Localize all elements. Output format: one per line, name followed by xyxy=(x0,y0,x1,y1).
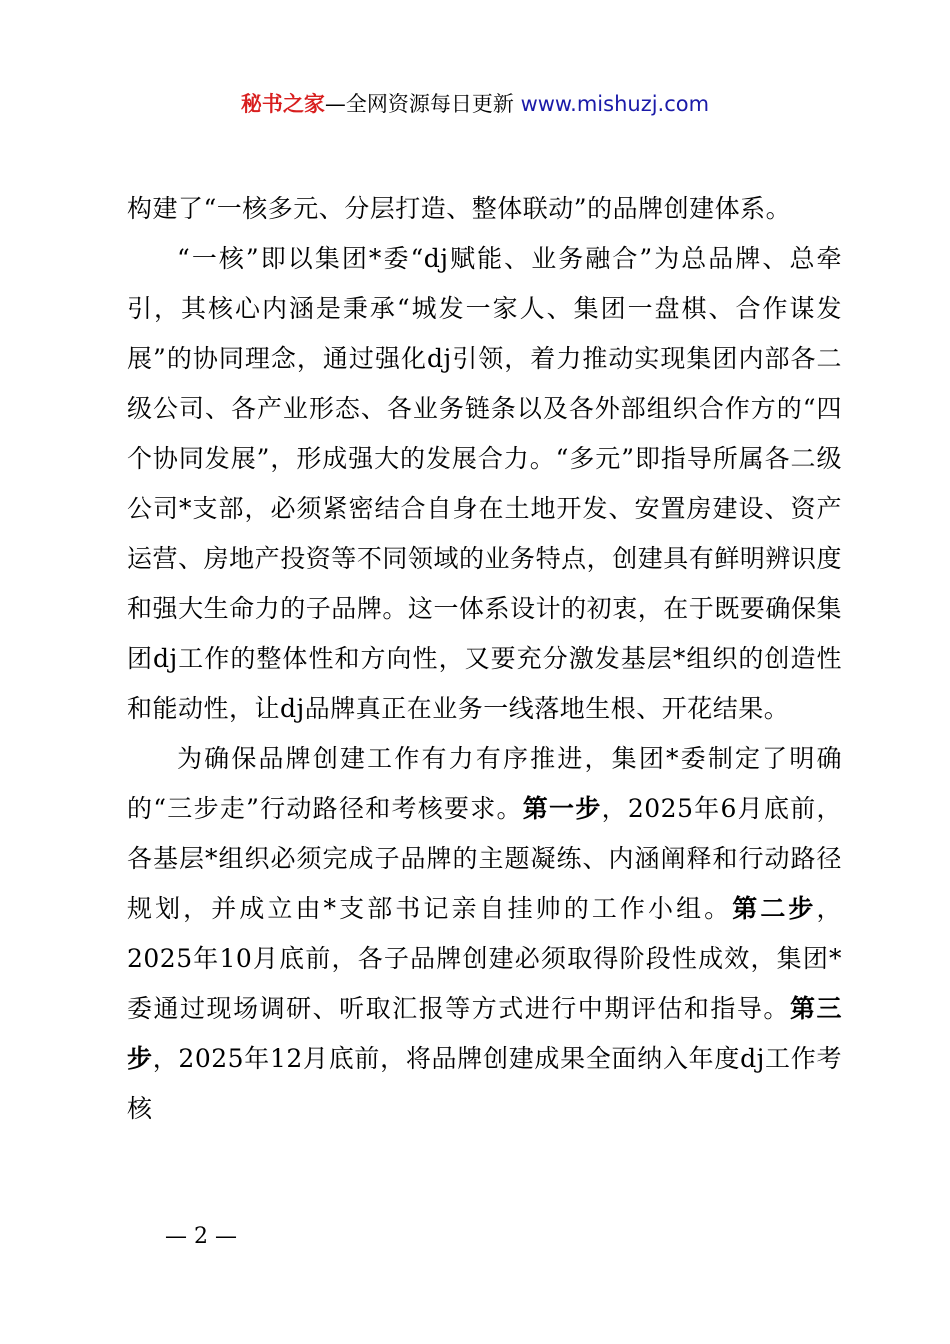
paragraph-3 xyxy=(127,734,842,1134)
site-header xyxy=(0,88,950,120)
header-tagline: —全网资源每日更新 xyxy=(324,92,514,116)
paragraph-1: 构建了“一核多元、分层打造、整体联动”的品牌创建体系。 xyxy=(127,194,792,223)
step-1-label: 第一步 xyxy=(522,794,602,823)
step-1-text: ，2025年6月底前，各基层*组织必须完成子品牌的主题凝练、内涵阐释和行动路径规划，并成立由*支部书记亲自挂帅的工作小组。 xyxy=(127,794,842,923)
step-2-label: 第二步 xyxy=(732,894,817,923)
paragraph-3-intro: 为确保品牌创建工作有力有序推进，集团*委制定了明确的“三步走”行动路径和考核要求。 xyxy=(127,744,842,823)
brand-name: 秘书之家 xyxy=(240,92,325,116)
paragraph-2: “一核”即以集团*委“dj赋能、业务融合”为总品牌、总牵引，其核心内涵是秉承“城发一家人、集团一盘棋、合作谋发展”的协同理念，通过强化dj引领，着力推动实现集团内部各二级公司、各产业形态、各业务链条以及各外部组织合作方的“四个协同发展”，形成强大的发展合力。“多元”即指导所属各二级公司*支部，必须紧密结合自身在土地开发、安置房建设、资产运营、房地产投资等不同领域的业务特点，创建具有鲜明辨识度和强大生命力的子品牌。这一体系设计的初衷，在于既要确保集团dj工作的整体性和方向性，又要充分激发基层*组织的创造性和能动性，让dj品牌真正在业务一线落地生根、开花结果。 xyxy=(127,244,842,723)
step-3-text: ，2025年12月底前，将品牌创建成果全面纳入年度dj工作考核 xyxy=(127,1044,842,1123)
step-2-text: ，2025年10月底前，各子品牌创建必须取得阶段性成效，集团*委通过现场调研、听取汇报等方式进行中期评估和指导。 xyxy=(127,894,842,1023)
page-number: — 2 — xyxy=(165,1224,237,1249)
step-3-label: 第三步 xyxy=(127,994,842,1073)
site-url-link[interactable]: www.mishuzj.com xyxy=(520,92,710,116)
document-body xyxy=(127,184,842,1134)
